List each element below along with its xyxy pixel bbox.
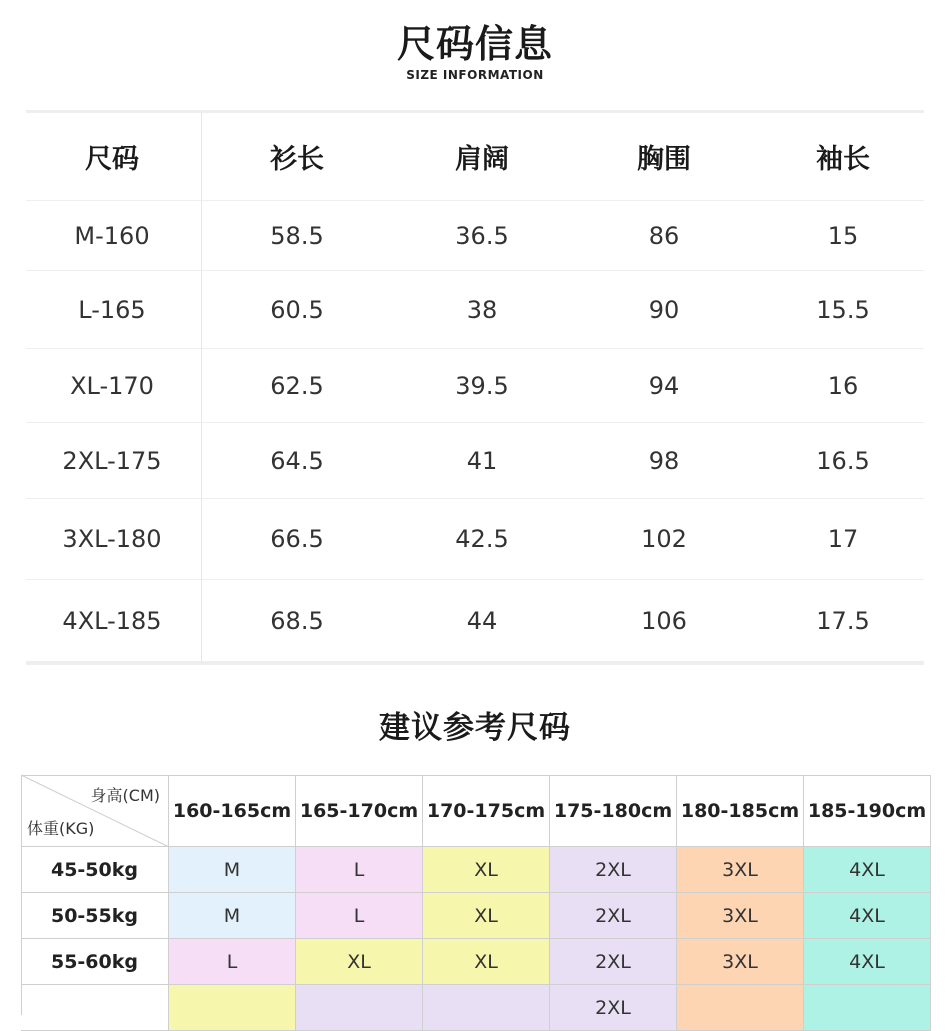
size-label-cell: 2XL-175 xyxy=(62,446,162,475)
recommended-size-cell xyxy=(169,985,296,1031)
recommended-size-cell: 2XL xyxy=(550,893,677,939)
column-header: 肩阔 xyxy=(455,144,509,175)
recommended-size-cell xyxy=(677,985,804,1031)
recommended-size-cell: 3XL xyxy=(677,939,804,985)
measurement-cell: 17.5 xyxy=(816,606,870,635)
measurement-cell: 106 xyxy=(641,606,687,635)
weight-range-label: 45-50kg xyxy=(21,847,169,893)
recommended-size-cell: 3XL xyxy=(677,847,804,893)
height-range-header: 170-175cm xyxy=(423,775,550,847)
measurement-cell: 41 xyxy=(466,446,498,475)
recommendation-title: 建议参考尺码 xyxy=(379,710,571,746)
page-subtitle: SIZE INFORMATION xyxy=(406,68,544,82)
recommended-size-cell xyxy=(423,985,550,1031)
size-table-row xyxy=(26,499,924,580)
weight-range-label: 55-60kg xyxy=(21,939,169,985)
measurement-cell: 68.5 xyxy=(270,606,324,635)
recommended-size-cell: 4XL xyxy=(804,893,931,939)
measurement-cell: 102 xyxy=(641,525,687,553)
measurement-cell: 16 xyxy=(827,371,859,400)
measurement-cell: 60.5 xyxy=(270,295,324,324)
measurement-cell: 36.5 xyxy=(455,221,509,250)
measurement-cell: 98 xyxy=(648,446,680,475)
height-range-header: 165-170cm xyxy=(296,775,423,847)
size-table xyxy=(26,110,924,665)
recommended-size-cell: 2XL xyxy=(550,985,677,1031)
measurement-cell: 38 xyxy=(466,295,498,324)
grid-corner-header xyxy=(21,775,169,847)
measurement-cell: 16.5 xyxy=(816,446,870,475)
recommended-size-cell xyxy=(804,985,931,1031)
size-table-row xyxy=(26,580,924,661)
measurement-cell: 86 xyxy=(648,221,680,250)
height-range-header: 175-180cm xyxy=(550,775,677,847)
measurement-cell: 42.5 xyxy=(455,525,509,553)
recommended-size-cell: 4XL xyxy=(804,939,931,985)
recommended-size-cell xyxy=(296,985,423,1031)
measurement-cell: 94 xyxy=(648,371,680,400)
size-label-cell: 3XL-180 xyxy=(62,525,162,553)
size-table-row xyxy=(26,271,924,349)
measurement-cell: 15.5 xyxy=(816,295,870,324)
column-header: 袖长 xyxy=(816,144,870,175)
size-label-cell: XL-170 xyxy=(70,371,154,400)
recommended-size-cell: L xyxy=(169,939,296,985)
recommended-size-cell: XL xyxy=(423,893,550,939)
weight-axis-label: 体重(KG) xyxy=(27,819,95,838)
recommended-size-cell: XL xyxy=(423,939,550,985)
height-axis-label: 身高(CM) xyxy=(90,786,160,805)
recommended-size-cell: 2XL xyxy=(550,939,677,985)
recommended-size-cell: XL xyxy=(423,847,550,893)
column-header: 衫长 xyxy=(270,144,324,175)
weight-range-label xyxy=(21,985,169,1031)
measurement-cell: 58.5 xyxy=(270,221,324,250)
recommended-size-cell: M xyxy=(169,847,296,893)
measurement-cell: 39.5 xyxy=(455,371,509,400)
recommended-size-cell: L xyxy=(296,893,423,939)
measurement-cell: 15 xyxy=(827,221,859,250)
height-range-header: 185-190cm xyxy=(804,775,931,847)
measurement-cell: 64.5 xyxy=(270,446,324,475)
size-table-header-row xyxy=(26,113,924,201)
recommended-size-cell: 2XL xyxy=(550,847,677,893)
recommended-size-cell: XL xyxy=(296,939,423,985)
height-range-header: 180-185cm xyxy=(677,775,804,847)
recommended-size-cell: L xyxy=(296,847,423,893)
measurement-cell: 66.5 xyxy=(270,525,324,553)
measurement-cell: 90 xyxy=(648,295,680,324)
title-block xyxy=(0,20,950,82)
size-label-cell: M-160 xyxy=(74,221,150,250)
height-range-header: 160-165cm xyxy=(169,775,296,847)
column-header: 尺码 xyxy=(85,144,139,175)
recommended-size-cell: M xyxy=(169,893,296,939)
measurement-cell: 17 xyxy=(827,525,859,553)
recommendation-grid xyxy=(21,775,931,1019)
recommended-size-cell: 3XL xyxy=(677,893,804,939)
recommended-size-cell: 4XL xyxy=(804,847,931,893)
column-header: 胸围 xyxy=(637,144,691,175)
measurement-cell: 62.5 xyxy=(270,371,324,400)
size-table-row xyxy=(26,201,924,271)
size-label-cell: L-165 xyxy=(78,295,146,324)
page-title: 尺码信息 xyxy=(396,22,553,66)
weight-range-label: 50-55kg xyxy=(21,893,169,939)
measurement-cell: 44 xyxy=(466,606,498,635)
size-table-row xyxy=(26,349,924,423)
size-label-cell: 4XL-185 xyxy=(62,606,162,635)
size-table-row xyxy=(26,423,924,499)
